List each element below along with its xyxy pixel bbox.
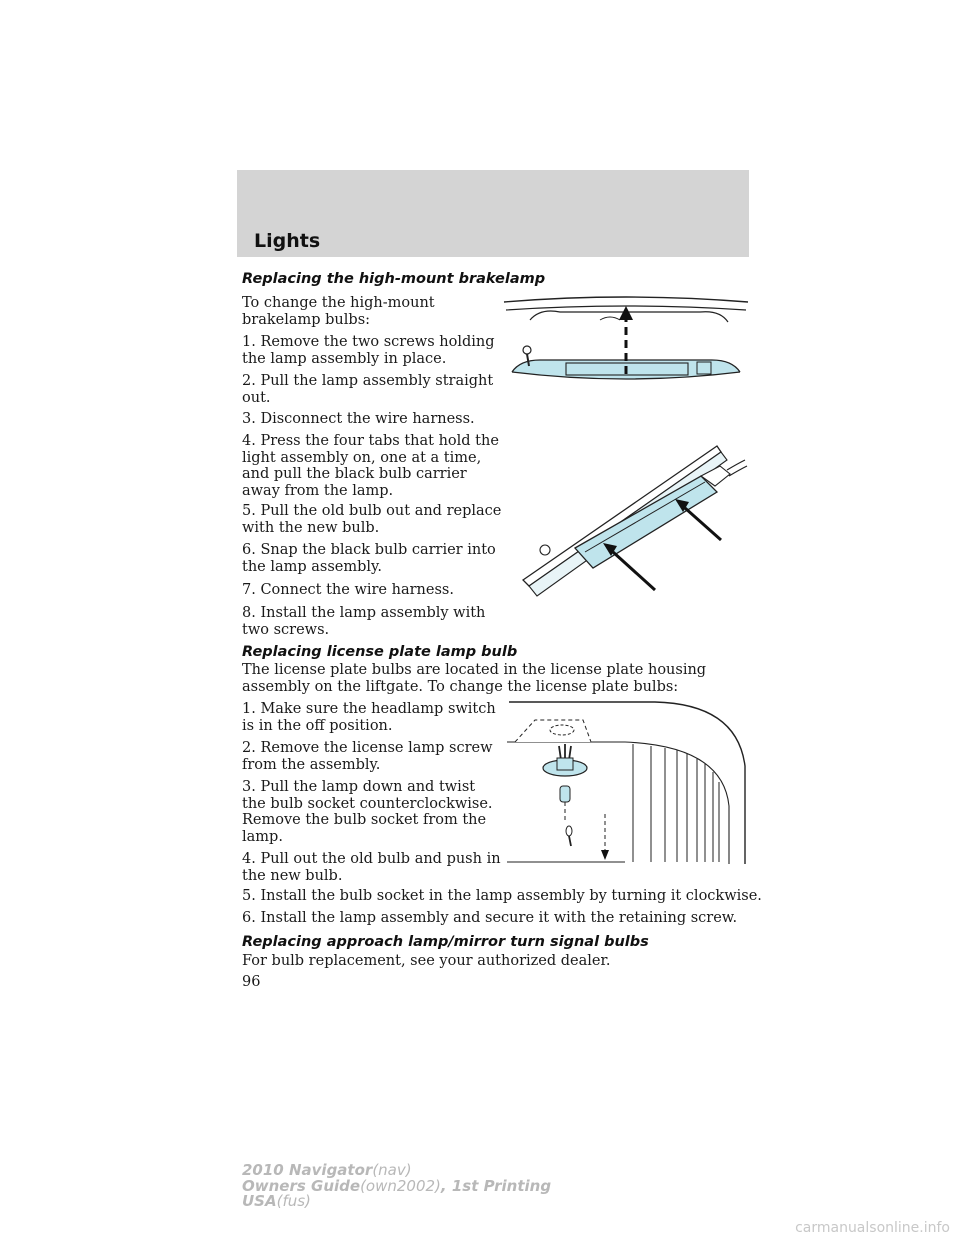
brakelamp-location-illustration: [500, 290, 752, 400]
high-mount-step-6: 6. Snap the black bulb carrier into the lamp assembly.: [242, 542, 496, 575]
page-number: 96: [242, 974, 261, 990]
section-title: Lights: [254, 230, 321, 252]
high-mount-step-4: 4. Press the four tabs that hold the light assembly on, one at a time, and pull the black bulb carrier away from the lamp.: [242, 433, 499, 499]
license-plate-step-5: 5. Install the bulb socket in the lamp assembly by turning it clockwise.: [242, 888, 762, 904]
high-mount-step-3: 3. Disconnect the wire harness.: [242, 411, 475, 427]
high-mount-heading: Replacing the high-mount brakelamp: [242, 271, 546, 287]
watermark: carmanualsonline.info: [795, 1220, 950, 1236]
license-plate-step-1: 1. Make sure the headlamp switch is in the off position.: [242, 701, 496, 734]
footer-printing: , 1st Printing: [440, 1176, 552, 1195]
license-plate-step-4: 4. Pull out the old bulb and push in the new bulb.: [242, 851, 501, 884]
high-mount-step-2: 2. Pull the lamp assembly straight out.: [242, 373, 494, 406]
footer-model: 2010 Navigator: [242, 1161, 373, 1179]
document-footer: [242, 1163, 551, 1210]
license-plate-intro: The license plate bulbs are located in the license plate housing assembly on the liftgate. To change the license plate bulbs:: [242, 662, 707, 695]
license-plate-step-3: 3. Pull the lamp down and twist the bulb socket counterclockwise. Remove the bulb socket from the lamp.: [242, 779, 493, 845]
footer-guide-code: (own2002): [360, 1176, 441, 1195]
license-plate-heading: Replacing license plate lamp bulb: [242, 644, 518, 660]
high-mount-intro: To change the high-mount brakelamp bulbs:: [242, 295, 435, 328]
footer-guide: Owners Guide: [242, 1176, 361, 1195]
footer-model-code: (nav): [372, 1161, 412, 1179]
footer-region: USA: [242, 1192, 277, 1210]
high-mount-step-1: 1. Remove the two screws holding the lamp assembly in place.: [242, 334, 495, 367]
license-lamp-illustration: [505, 696, 751, 866]
license-plate-step-6: 6. Install the lamp assembly and secure it with the retaining screw.: [242, 910, 738, 926]
approach-lamp-heading: Replacing approach lamp/mirror turn signal bulbs: [242, 934, 649, 950]
high-mount-step-7: 7. Connect the wire harness.: [242, 582, 454, 598]
high-mount-step-5: 5. Pull the old bulb out and replace with the new bulb.: [242, 503, 502, 536]
high-mount-step-8: 8. Install the lamp assembly with two screws.: [242, 605, 486, 638]
license-plate-step-2: 2. Remove the license lamp screw from the assembly.: [242, 740, 493, 773]
bulb-carrier-illustration: [505, 440, 755, 605]
footer-region-code: (fus): [276, 1192, 311, 1210]
section-header: [237, 170, 749, 257]
approach-lamp-text: For bulb replacement, see your authorized dealer.: [242, 953, 611, 969]
